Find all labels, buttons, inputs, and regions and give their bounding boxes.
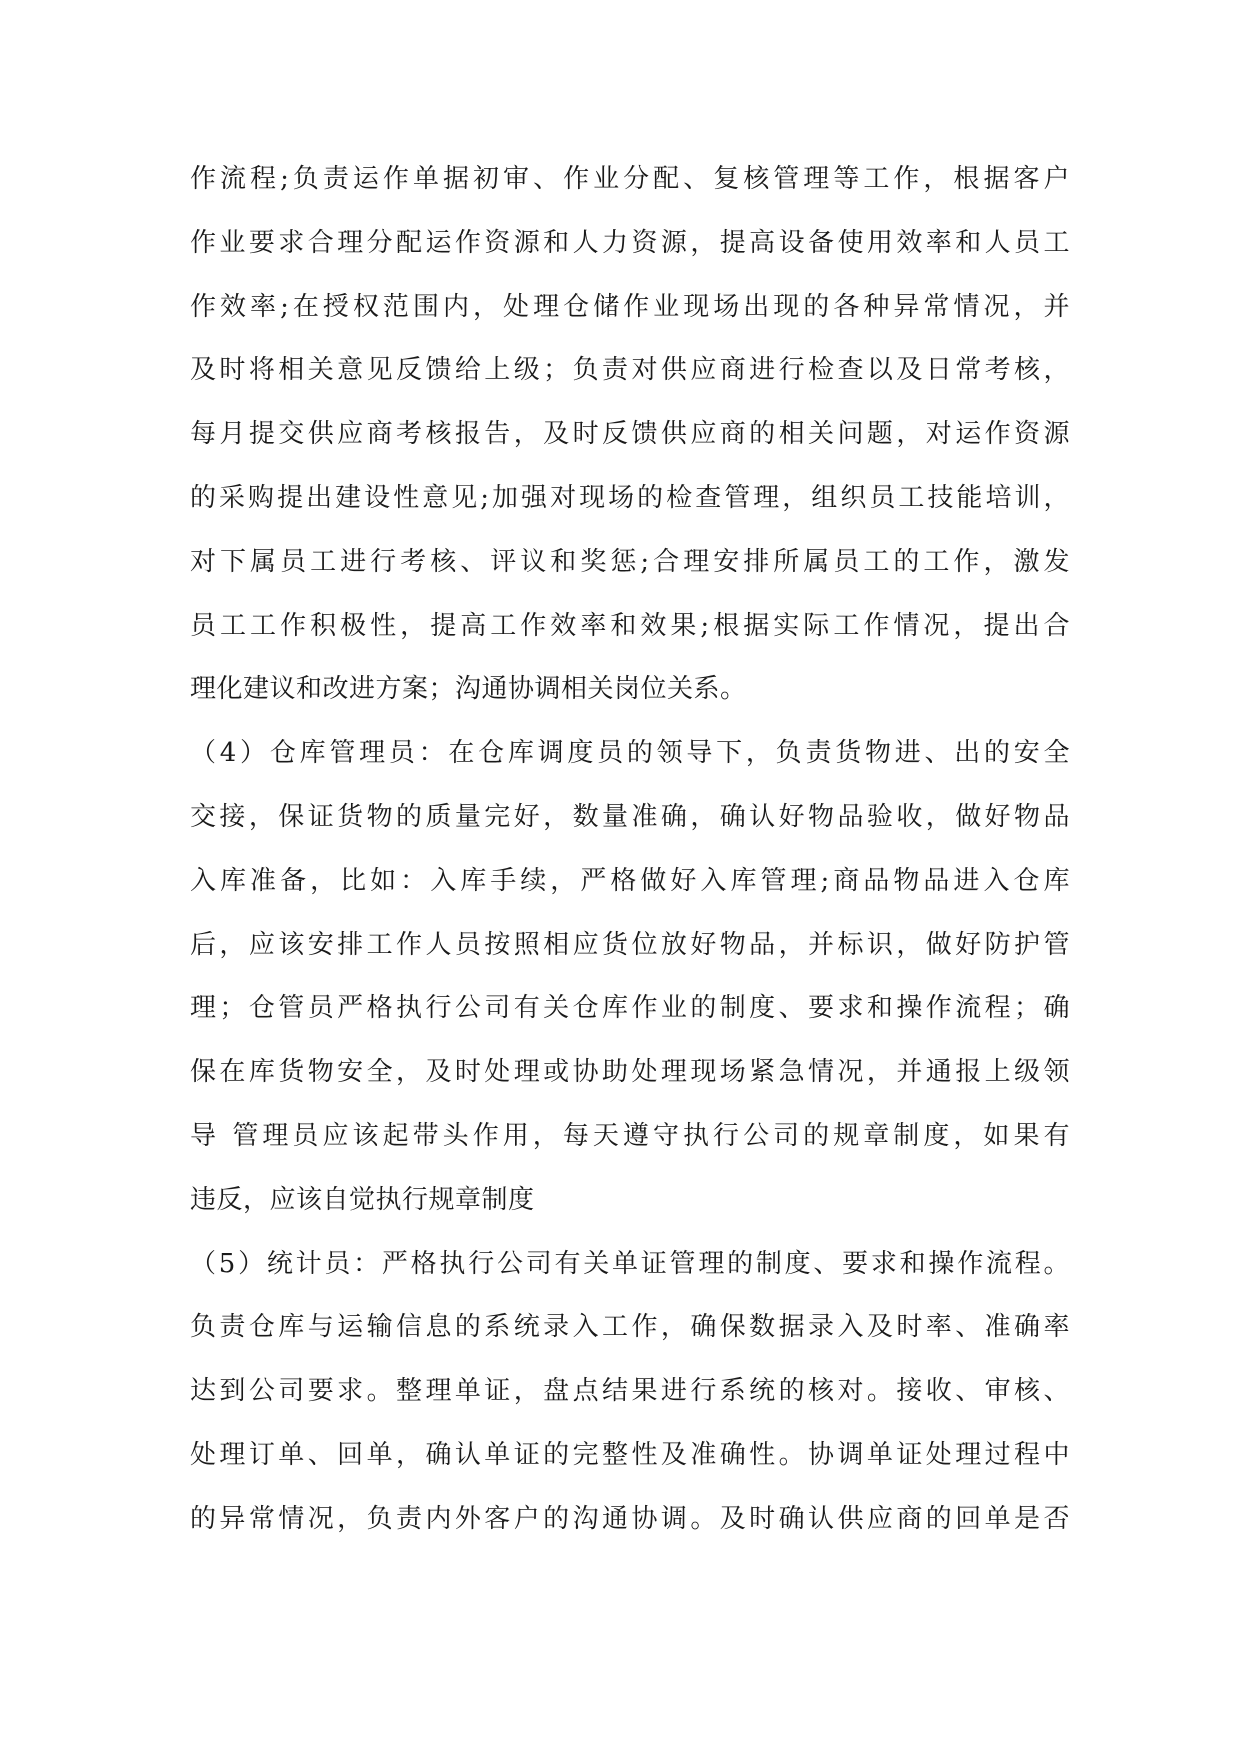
text-line: 导 管理员应该起带头作用，每天遵守执行公司的规章制度，如果有	[190, 1120, 1070, 1151]
text-line: 对下属员工进行考核、评议和奖惩;合理安排所属员工的工作，激发	[190, 546, 1070, 577]
text-line: 负责仓库与运输信息的系统录入工作，确保数据录入及时率、准确率	[190, 1312, 1070, 1343]
text-line: 理化建议和改进方案；沟通协调相关岗位关系。	[190, 674, 747, 705]
text-line: 交接，保证货物的质量完好，数量准确，确认好物品验收，做好物品	[190, 801, 1070, 832]
text-line: （5）统计员：严格执行公司有关单证管理的制度、要求和操作流程。	[190, 1248, 1070, 1279]
text-line: 处理订单、回单，确认单证的完整性及准确性。协调单证处理过程中	[190, 1439, 1070, 1470]
text-line: 违反，应该自觉执行规章制度	[190, 1184, 535, 1215]
text-line: （4）仓库管理员：在仓库调度员的领导下，负责货物进、出的安全	[190, 738, 1070, 769]
text-line: 及时将相关意见反馈给上级；负责对供应商进行检查以及日常考核，	[190, 355, 1070, 386]
text-line: 的异常情况，负责内外客户的沟通协调。及时确认供应商的回单是否	[190, 1503, 1070, 1534]
text-line: 入库准备，比如：入库手续，严格做好入库管理;商品物品进入仓库	[190, 865, 1070, 896]
text-line: 的采购提出建设性意见;加强对现场的检查管理，组织员工技能培训，	[190, 482, 1070, 513]
text-line: 作业要求合理分配运作资源和人力资源，提高设备使用效率和人员工	[190, 227, 1070, 258]
text-line: 员工工作积极性，提高工作效率和效果;根据实际工作情况，提出合	[190, 610, 1070, 641]
text-line: 理；仓管员严格执行公司有关仓库作业的制度、要求和操作流程；确	[190, 993, 1070, 1024]
text-line: 每月提交供应商考核报告，及时反馈供应商的相关问题，对运作资源	[190, 419, 1070, 450]
text-line: 作流程;负责运作单据初审、作业分配、复核管理等工作，根据客户	[190, 164, 1070, 194]
text-line: 作效率;在授权范围内，处理仓储作业现场出现的各种异常情况，并	[190, 291, 1070, 322]
text-line: 达到公司要求。整理单证，盘点结果进行系统的核对。接收、审核、	[190, 1376, 1070, 1407]
text-line: 后，应该安排工作人员按照相应货位放好物品，并标识，做好防护管	[190, 929, 1070, 960]
body-text	[190, 160, 1070, 1564]
text-line: 保在库货物安全，及时处理或协助处理现场紧急情况，并通报上级领	[190, 1057, 1070, 1088]
